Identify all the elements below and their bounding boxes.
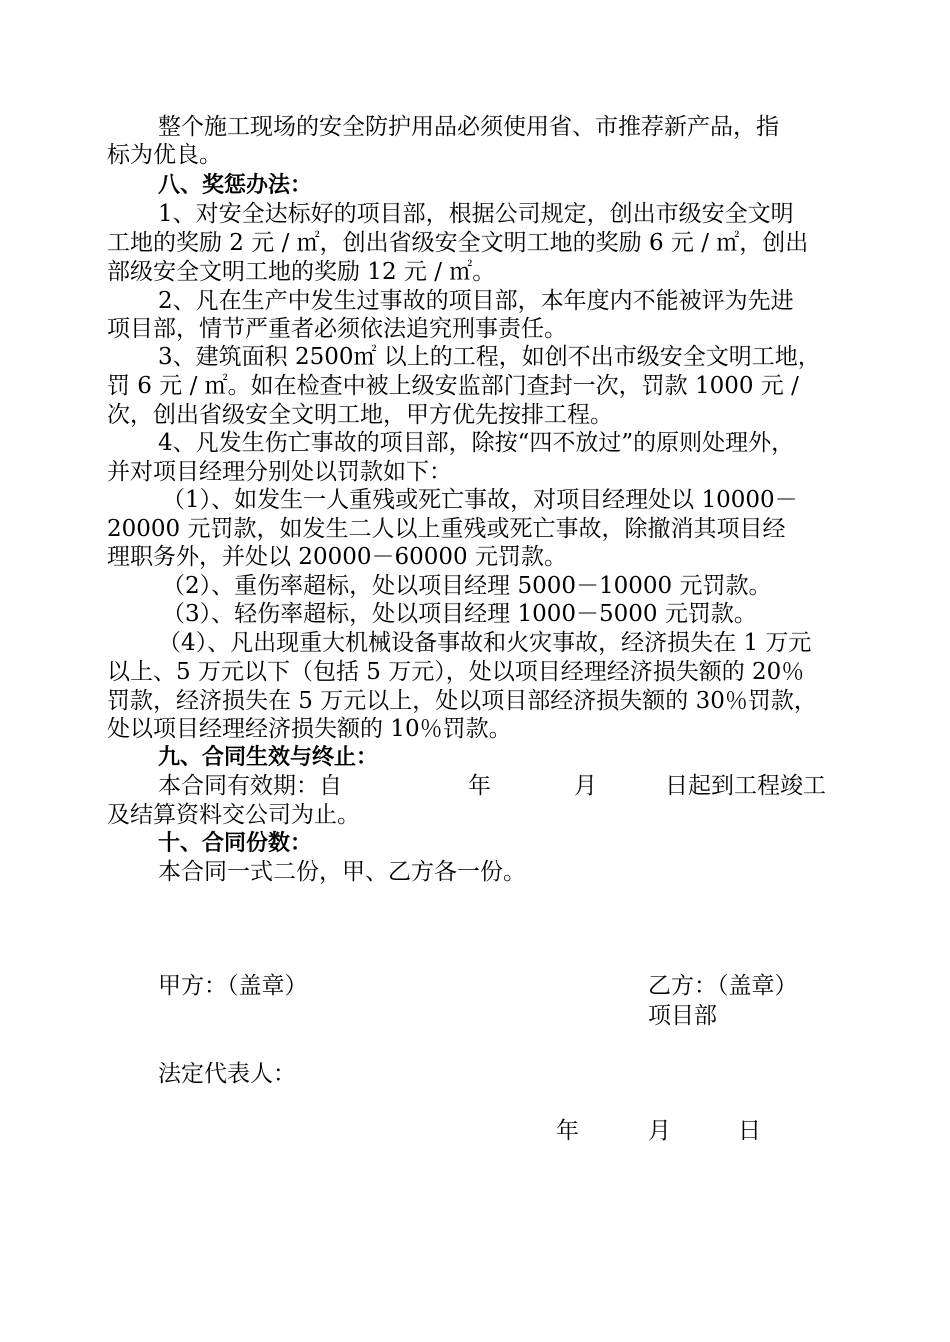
text-line: （3）、轻伤率超标，处以项目经理 1000－5000 元罚款。 — [162, 601, 757, 627]
text-line: （4）、凡出现重大机械设备事故和火灾事故，经济损失在 1 万元 — [158, 630, 812, 656]
party-b-seal: 乙方：（盖章） — [648, 973, 798, 999]
section-heading-8: 八、奖惩办法： — [158, 173, 313, 198]
text-line: 4、凡发生伤亡事故的项目部，除按“四不放过”的原则处理外， — [158, 430, 795, 456]
date-day: 日 — [738, 1118, 761, 1144]
text-line: 及结算资料交公司为止。 — [107, 802, 360, 828]
validity-prefix: 本合同有效期：自 — [158, 773, 342, 799]
text-line: 标为优良。 — [107, 142, 222, 168]
text-line: （2）、重伤率超标，处以项目经理 5000－10000 元罚款。 — [162, 573, 772, 599]
text-line: 部级安全文明工地的奖励 12 元 / ㎡。 — [107, 259, 496, 285]
validity-day-suffix: 日起到工程竣工 — [665, 773, 826, 799]
text-line: 项目部，情节严重者必须依法追究刑事责任。 — [107, 316, 567, 342]
text-line: 3、建筑面积 2500㎡ 以上的工程，如创不出市级安全文明工地， — [158, 344, 821, 370]
text-line: 罚 6 元 / ㎡。如在检查中被上级安监部门查封一次，罚款 1000 元 / — [107, 373, 799, 399]
legal-representative: 法定代表人： — [158, 1061, 296, 1087]
text-line: 工地的奖励 2 元 / ㎡，创出省级安全文明工地的奖励 6 元 / ㎡，创出 — [107, 230, 809, 256]
text-line: 次，创出省级安全文明工地，甲方优先按排工程。 — [107, 402, 613, 428]
text-line: 罚款，经济损失在 5 万元以上，处以项目部经济损失额的 30％罚款， — [107, 688, 817, 714]
party-b-department: 项目部 — [648, 1003, 717, 1029]
text-line: 并对项目经理分别处以罚款如下： — [107, 459, 452, 485]
section-heading-10: 十、合同份数： — [158, 831, 313, 856]
text-line: 处以项目经理经济损失额的 10％罚款。 — [107, 716, 512, 742]
text-line: 以上、5 万元以下（包括 5 万元），处以项目经理经济损失额的 20％ — [107, 659, 805, 685]
validity-year: 年 — [468, 773, 491, 799]
text-line: 理职务外，并处以 20000－60000 元罚款。 — [107, 544, 567, 570]
text-line: 本合同一式二份，甲、乙方各一份。 — [158, 859, 526, 885]
text-line: 20000 元罚款，如发生二人以上重残或死亡事故，除撤消其项目经 — [107, 516, 786, 542]
text-line: 1、对安全达标好的项目部，根据公司规定，创出市级安全文明 — [158, 201, 794, 227]
text-line: （1）、如发生一人重残或死亡事故，对项目经理处以 10000－ — [162, 487, 798, 513]
section-heading-9: 九、合同生效与终止： — [158, 745, 379, 770]
text-line: 2、凡在生产中发生过事故的项目部，本年度内不能被评为先进 — [158, 288, 794, 314]
validity-month: 月 — [574, 773, 597, 799]
party-a-seal: 甲方：（盖章） — [158, 973, 308, 999]
date-year: 年 — [556, 1118, 579, 1144]
text-line: 整个施工现场的安全防护用品必须使用省、市推荐新产品，指 — [158, 114, 779, 140]
date-month: 月 — [648, 1118, 671, 1144]
